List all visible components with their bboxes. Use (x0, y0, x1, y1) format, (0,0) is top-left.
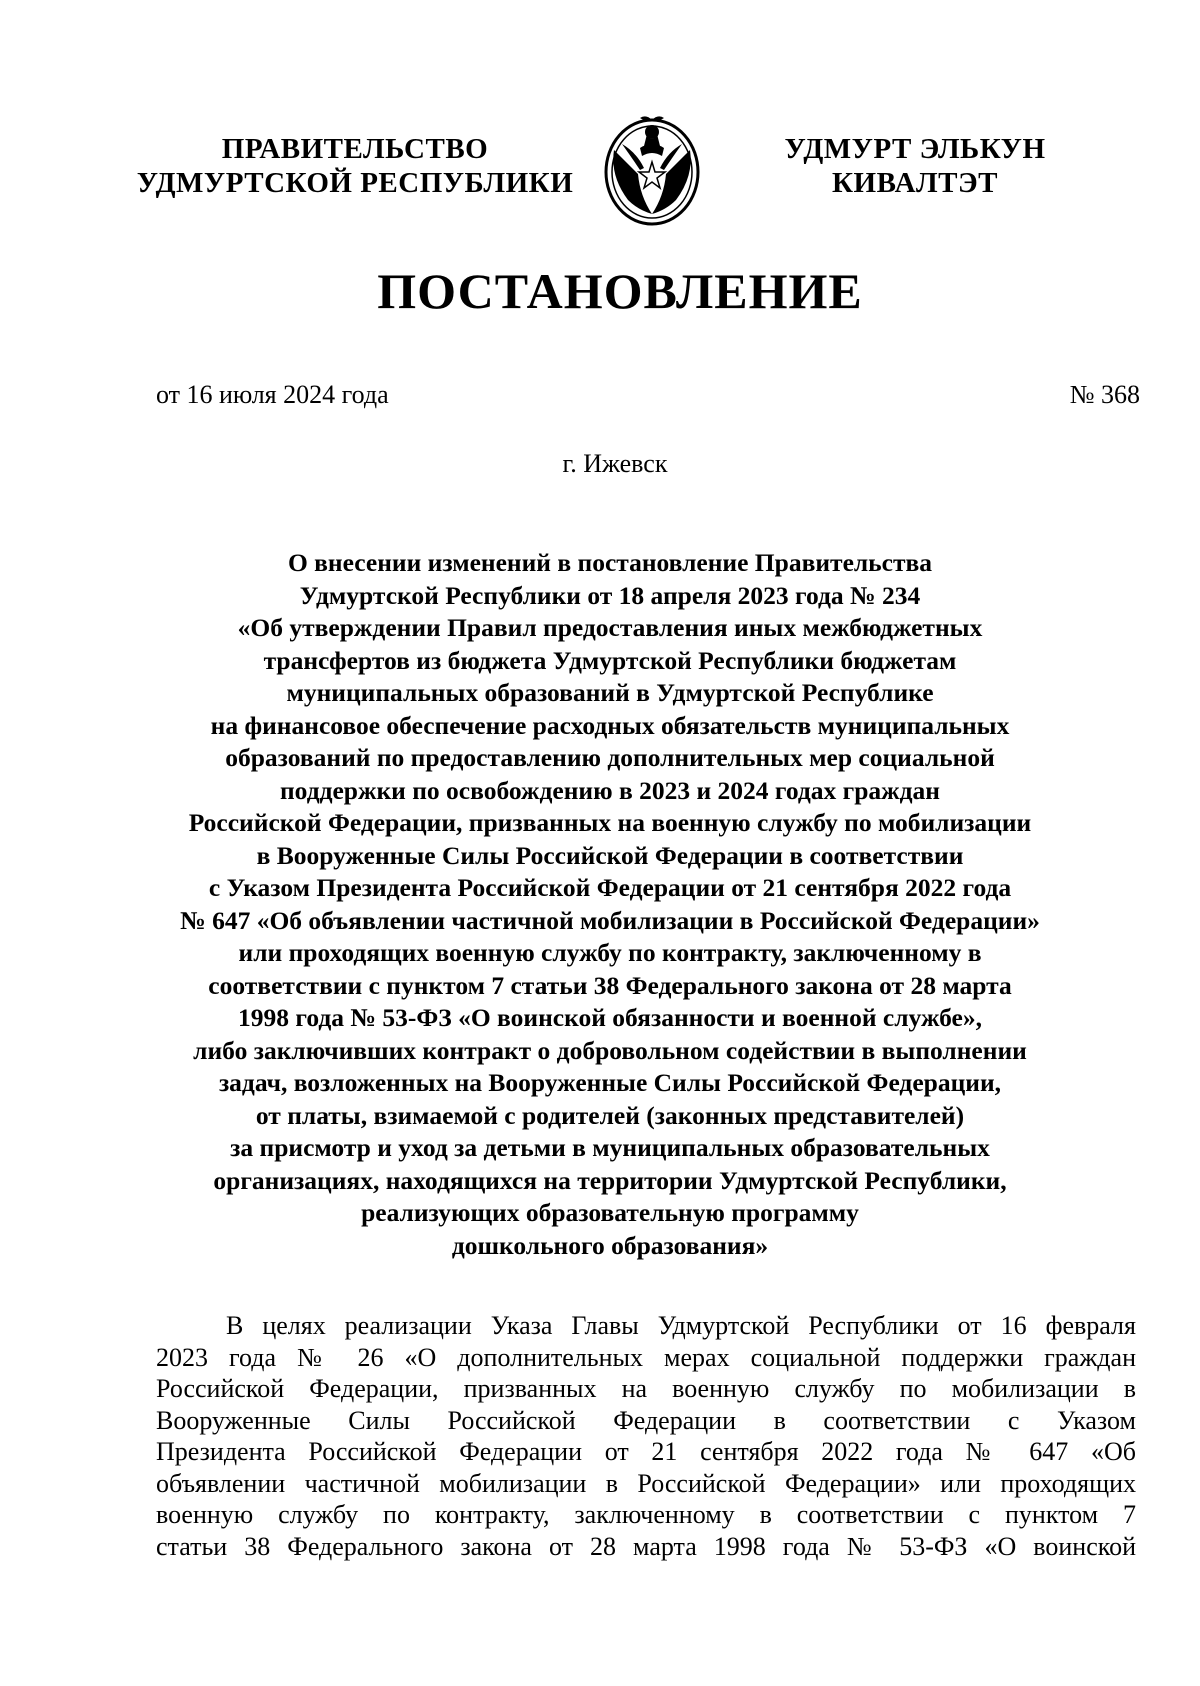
title-line: поддержки по освобождению в 2023 и 2024 годах граждан (279, 775, 940, 805)
title-line: от платы, взимаемой с родителей (законных представителей) (255, 1100, 965, 1130)
title-line: с Указом Президента Российской Федерации от 21 сентября 2022 года (208, 873, 1012, 902)
document-type-heading: ПОСТАНОВЛЕНИЕ (377, 263, 863, 319)
title-line: реализующих образовательную программу (361, 1198, 859, 1227)
title-line: дошкольного образования» (451, 1230, 769, 1260)
title-line: О внесении изменений в постановление Правительства (287, 548, 933, 577)
body-line: объявлении частичной мобилизации в Российской Федерации» или проходящих (156, 1468, 1136, 1498)
issuer-udmurt-line1: УДМУРТ ЭЛЬКУН (784, 133, 1046, 165)
body-line: Вооруженные Силы Российской Федерации в соответствии с Указом (156, 1405, 1136, 1435)
body-line: Российской Федерации, призванных на военную службу по мобилизации в (156, 1374, 1136, 1403)
body-line: военную службу по контракту, заключенному в соответствии с пунктом 7 (156, 1500, 1136, 1529)
title-line: трансфертов из бюджета Удмуртской Республики бюджетам (263, 645, 957, 675)
title-line: либо заключивших контракт о добровольном содействии в выполнении (193, 1035, 1027, 1065)
document-date: от 16 июля 2024 года (156, 380, 389, 409)
document-city: г. Ижевск (562, 449, 668, 478)
issuer-udmurt-line2: КИВАЛТЭТ (831, 167, 998, 199)
coat-of-arms-icon (600, 110, 704, 228)
issuer-russian-line1: ПРАВИТЕЛЬСТВО (221, 133, 489, 165)
title-line: или проходящих военную службу по контракту, заключенному в (238, 938, 982, 967)
title-line: в Вооруженные Силы Российской Федерации в соответствии (256, 840, 964, 870)
document-title (140, 547, 1080, 1262)
title-line: Удмуртской Республики от 18 апреля 2023 года № 234 (299, 580, 921, 610)
document-body (156, 1310, 1136, 1562)
issuer-russian (130, 132, 580, 200)
body-line: В целях реализации Указа Главы Удмуртской Республики от 16 февраля (226, 1311, 1136, 1340)
title-line: организациях, находящихся на территории Удмуртской Республики, (213, 1165, 1007, 1195)
title-line: соответствии с пунктом 7 статьи 38 Федерального закона от 28 марта (208, 970, 1012, 1000)
issuer-russian-line2: УДМУРТСКОЙ РЕСПУБЛИКИ (136, 167, 574, 199)
title-line: № 647 «Об объявлении частичной мобилизации в Российской Федерации» (180, 905, 1040, 935)
document-number: № 368 (1069, 380, 1140, 409)
title-line: муниципальных образований в Удмуртской Республике (286, 678, 934, 707)
title-line: «Об утверждении Правил предоставления иных межбюджетных (237, 613, 983, 642)
title-line: за присмотр и уход за детьми в муниципальных образовательных (230, 1133, 990, 1162)
title-line: задач, возложенных на Вооруженные Силы Российской Федерации, (218, 1068, 1002, 1097)
title-line: 1998 года № 53-ФЗ «О воинской обязанности и военной службе», (238, 1003, 982, 1032)
body-line: Президента Российской Федерации от 21 сентября 2022 года № 647 «Об (156, 1437, 1136, 1466)
body-line: 2023 года № 26 «О дополнительных мерах социальной поддержки граждан (156, 1342, 1136, 1372)
title-line: на финансовое обеспечение расходных обязательств муниципальных (210, 710, 1010, 740)
body-line: статьи 38 Федерального закона от 28 марта 1998 года № 53-ФЗ «О воинской (156, 1531, 1136, 1561)
issuer-udmurt (770, 132, 1060, 200)
title-line: образований по предоставлению дополнительных мер социальной (225, 743, 995, 772)
title-line: Российской Федерации, призванных на военную службу по мобилизации (188, 808, 1032, 837)
